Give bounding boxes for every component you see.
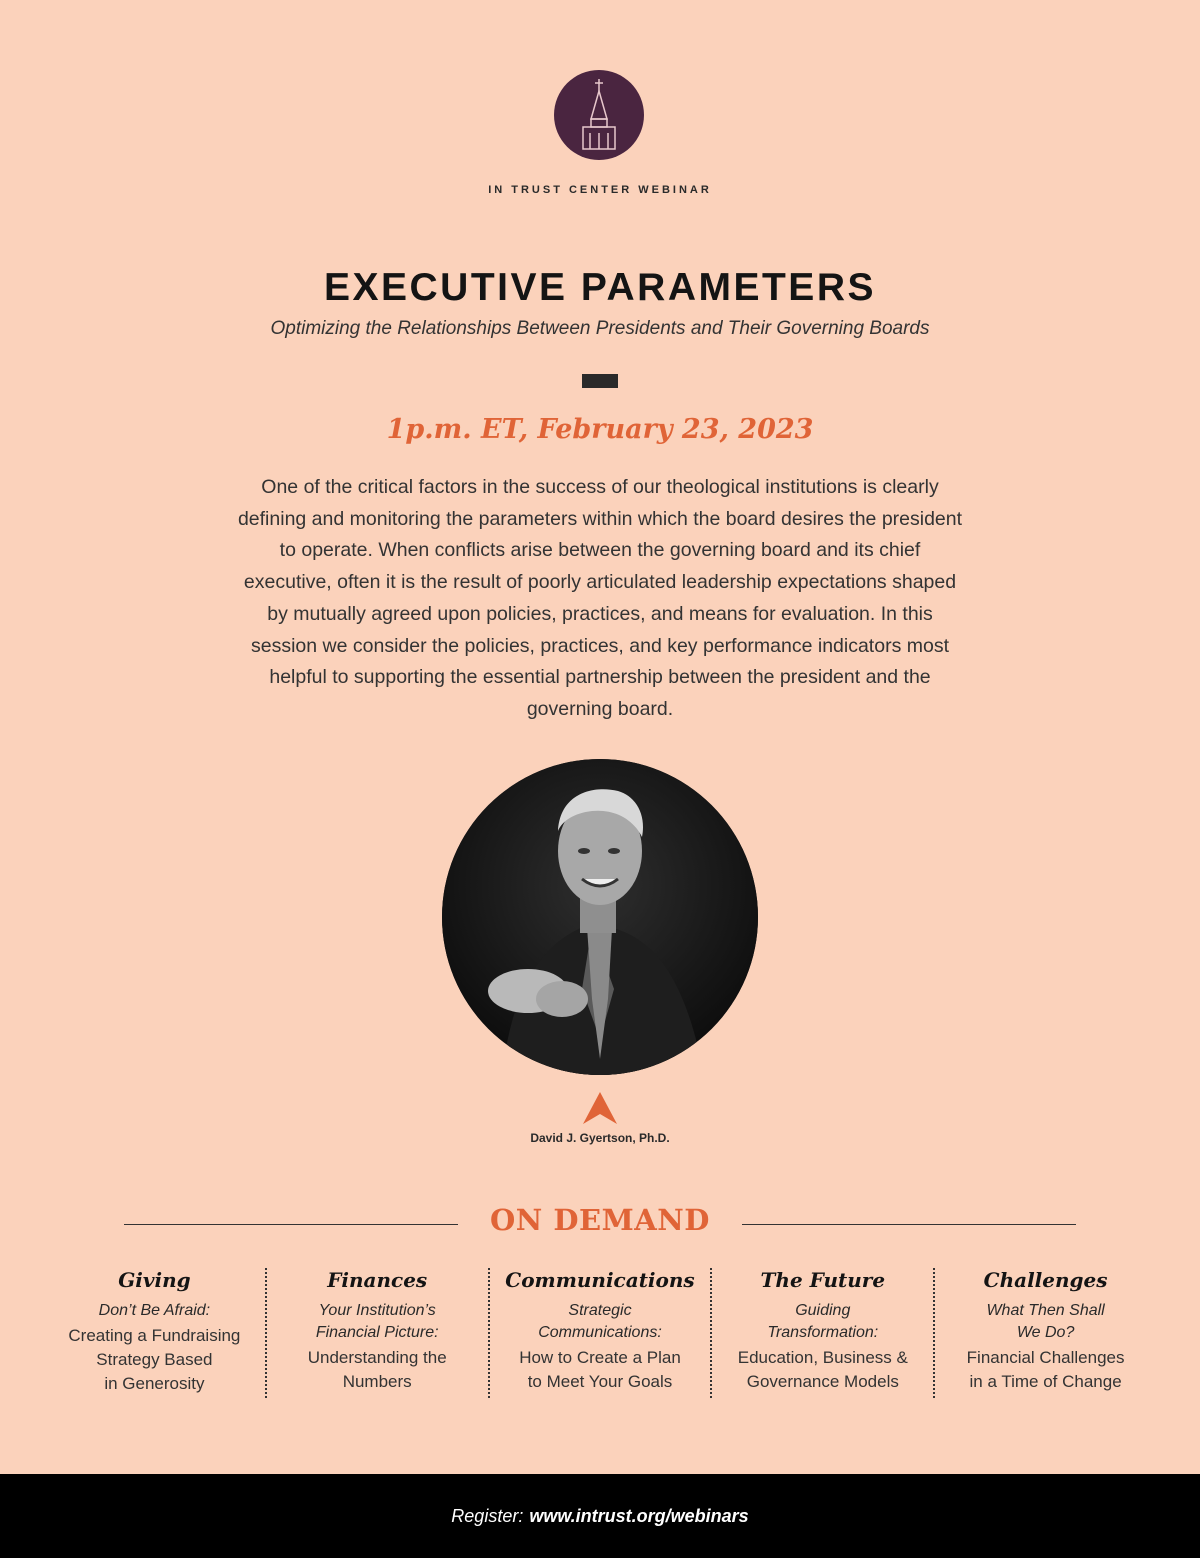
steeple-logo-icon [554, 70, 644, 160]
speaker-photo [442, 759, 758, 1075]
topic-heading: The Future [760, 1268, 886, 1292]
topic-description: Education, Business & Governance Models [737, 1348, 908, 1391]
register-label: Register: [451, 1505, 524, 1526]
topic-description: Creating a Fundraising Strategy Based in Generosity [68, 1326, 241, 1393]
title-divider [582, 374, 618, 388]
topic-heading: Communications [505, 1268, 695, 1292]
topic-subtitle: Strategic Communications: [538, 1302, 662, 1341]
on-demand-rule-right [742, 1224, 1076, 1225]
register-link[interactable]: www.intrust.org/webinars [529, 1505, 749, 1526]
topic-description: How to Create a Plan to Meet Your Goals [519, 1348, 681, 1391]
topic-subtitle: Your Institution’s Financial Picture: [315, 1302, 439, 1341]
footer-bar [0, 1474, 1200, 1558]
topic-description: Understanding the Numbers [307, 1348, 447, 1391]
topic-challenges[interactable] [933, 1268, 1156, 1398]
page-subtitle: Optimizing the Relationships Between Presidents and Their Governing Boards [270, 318, 930, 339]
on-demand-topics [44, 1268, 1156, 1398]
topic-subtitle: Guiding Transformation: [767, 1302, 879, 1341]
topic-subtitle: What Then Shall We Do? [986, 1302, 1105, 1341]
event-datetime: 1p.m. ET, February 23, 2023 [386, 414, 814, 445]
topic-giving[interactable] [44, 1268, 265, 1398]
topic-description: Financial Challenges in a Time of Change [966, 1348, 1125, 1391]
topic-finances[interactable] [265, 1268, 488, 1398]
on-demand-heading: ON DEMAND [490, 1203, 710, 1237]
topic-heading: Finances [327, 1268, 428, 1292]
topic-communications[interactable] [488, 1268, 711, 1398]
topic-heading: Challenges [983, 1268, 1108, 1292]
topic-the-future[interactable] [710, 1268, 933, 1398]
webinar-eyebrow: IN TRUST CENTER WEBINAR [488, 184, 712, 196]
page-title: EXECUTIVE PARAMETERS [323, 266, 876, 309]
event-description: One of the critical factors in the success of our theological institutions is clearly defining and monitoring the parameters within which the board desires the president to operate. When conflicts arise between the governing board and its chief executive, often it is the result of poorly articulated leadership expectations shaped by mutually agreed upon policies, practices, and means for evaluation. In this session we consider the policies, practices, and key performance indicators most helpful to supporting the essential partnership between the president and the governing board. [237, 476, 963, 720]
arrow-up-icon [583, 1092, 617, 1124]
speaker-name: David J. Gyertson, Ph.D. [530, 1131, 670, 1145]
topic-subtitle: Don’t Be Afraid: [98, 1302, 211, 1319]
topic-heading: Giving [118, 1268, 191, 1292]
